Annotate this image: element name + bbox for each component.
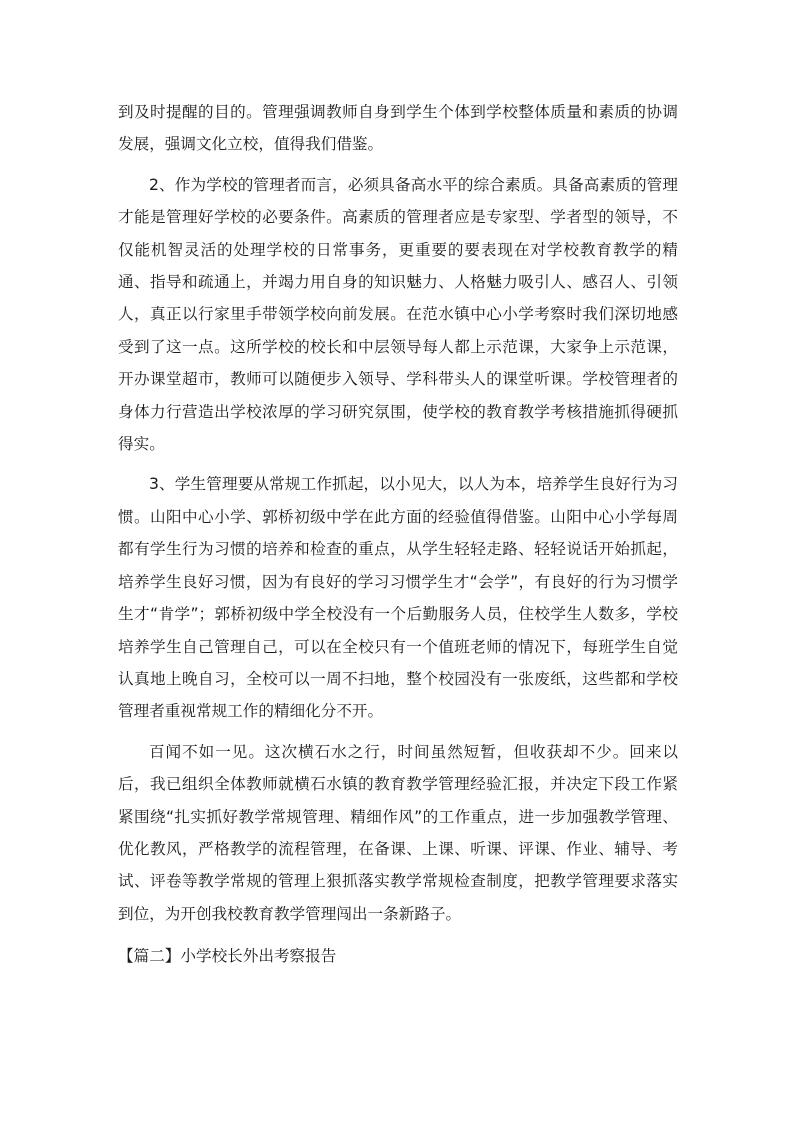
paragraph-spacer — [118, 728, 678, 736]
paragraph-point-2: 2、作为学校的管理者而言，必须具备高水平的综合素质。具备高素质的管理才能是管理好学校的必要条件。高素质的管理者应是专家型、学者型的领导，不仅能机智灵活的处理学校的日常事务，更重要的要表现在对学校教育教学的精通、指导和疏通上，并竭力用自身的知识魅力、人格魅力吸引人、感召人、引领人，真正以行家里手带领学校向前发展。在范水镇中心小学考察时我们深切地感受到了这一点。这所学校的校长和中层领导每人都上示范课，大家争上示范课，开办课堂超市，教师可以随便步入领导、学科带头人的课堂听课。学校管理者的身体力行营造出学校浓厚的学习研究氛围，使学校的教育教学考核措施抓得硬抓得实。 — [118, 175, 678, 454]
paragraph-point-3: 3、学生管理要从常规工作抓起，以小见大，以人为本，培养学生良好行为习惯。山阳中心小学、郭桥初级中学在此方面的经验值得借鉴。山阳中心小学每周都有学生行为习惯的培养和检查的重点，从学生轻轻走路、轻轻说话开始抓起，培养学生良好习惯，因为有良好的学习习惯学生才“会学”，有良好的行为习惯学生才“肯学”；郭桥初级中学全校没有一个后勤服务人员，住校学生人数多，学校培养学生自己管理自己，可以在全校只有一个值班老师的情况下，每班学生自觉认真地上晚自习，全校可以一周不扫地，整个校园没有一张废纸，这些都和学校管理者重视常规工作的精细化分不开。 — [118, 475, 678, 721]
document-body — [118, 96, 678, 973]
paragraph-continuation: 到及时提醒的目的。管理强调教师自身到学生个体到学校整体质量和素质的协调发展，强调文化立校，值得我们借鉴。 — [118, 103, 678, 154]
paragraph-spacer — [118, 930, 678, 940]
paragraph-spacer — [118, 460, 678, 468]
section-heading: 【篇二】小学校长外出考察报告 — [118, 947, 337, 966]
paragraph-spacer — [118, 161, 678, 169]
paragraph-conclusion: 百闻不如一见。这次横石水之行，时间虽然短暂，但收获却不少。回来以后，我已组织全体教师就横石水镇的教育教学管理经验汇报，并决定下段工作紧紧围绕“扎实抓好教学常规管理、精细作风”的工作重点，进一步加强教学管理、优化教风，严格教学的流程管理，在备课、上课、听课、评课、作业、辅导、考试、评卷等教学常规的管理上狠抓落实教学常规检查制度，把教学管理要求落实到位，为开创我校教育教学管理闯出一条新路子。 — [118, 742, 678, 923]
